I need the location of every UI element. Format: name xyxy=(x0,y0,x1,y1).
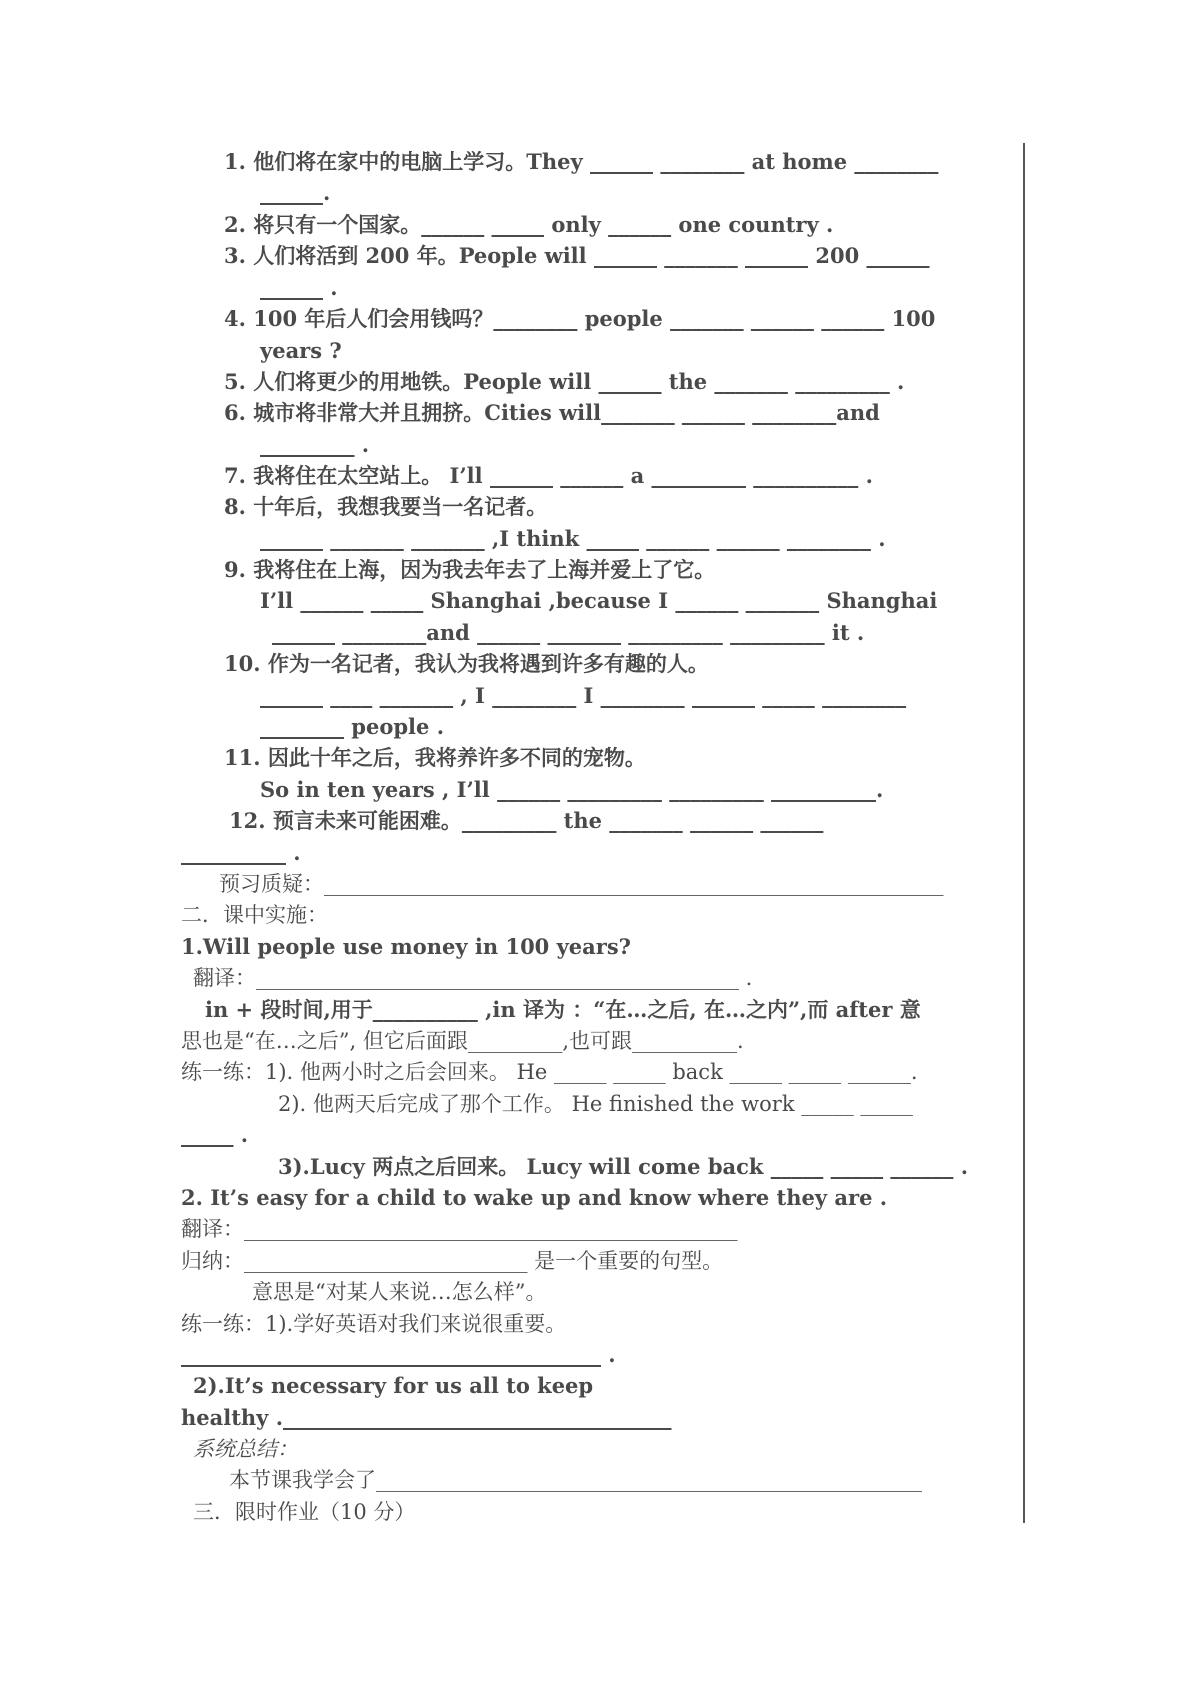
point-1-note: in + 段时间,用于__________ ,in 译为 ：“在…之后, 在…之内”,而 after 意 xyxy=(205,997,921,1022)
question-8-answer: ______ _______ _______ ,I think _____ ______ ______ ________ . xyxy=(260,526,886,551)
point-2-exercise-2-cont: healthy ._____________________________________ xyxy=(181,1405,672,1430)
question-9-answer: I’ll ______ _____ Shanghai ,because I ______ _______ Shanghai xyxy=(260,588,938,613)
question-12-cont: __________ . xyxy=(181,840,301,865)
point-1-translation: 翻译：______________________________________________ . xyxy=(193,966,753,990)
question-2: 2. 将只有一个国家。______ _____ only ______ one country . xyxy=(224,212,834,237)
system-summary-title: 系统总结： xyxy=(193,1437,298,1461)
question-4-cont: years ? xyxy=(260,338,342,363)
section-3-heading: 三．限时作业（10 分） xyxy=(193,1500,416,1524)
point-1-exercise-2-cont: _____ . xyxy=(181,1122,249,1147)
right-margin-rule xyxy=(1023,143,1025,1523)
question-6-cont: _________ . xyxy=(260,432,370,457)
point-1-exercise-2: 2). 他两天后完成了那个工作。 He finished the work _____ _____ xyxy=(278,1092,913,1116)
point-2-exercise-1: 练一练：1).学好英语对我们来说很重要。 xyxy=(181,1312,567,1336)
question-12: 12. 预言未来可能困难。_________ the _______ ______ ______ xyxy=(229,808,824,833)
question-9: 9. 我将住在上海，因为我去年去了上海并爱上了它。 xyxy=(224,557,716,582)
question-3: 3. 人们将活到 200 年。People will ______ _______ ______ 200 ______ xyxy=(224,243,930,268)
point-1-exercise-1: 练一练：1). 他两小时之后会回来。 He _____ _____ back _____ _____ ______. xyxy=(181,1060,918,1084)
question-10: 10. 作为一名记者，我认为我将遇到许多有趣的人。 xyxy=(224,651,709,676)
question-3-cont: ______ . xyxy=(260,275,338,300)
point-2-sentence: 2. It’s easy for a child to wake up and know where they are . xyxy=(181,1185,888,1210)
point-2-translation: 翻译：_______________________________________________ xyxy=(181,1217,738,1241)
question-1-cont: ______. xyxy=(260,180,331,205)
point-1-exercise-3: 3).Lucy 两点之后回来。 Lucy will come back _____ _____ ______ . xyxy=(278,1154,969,1179)
point-2-exercise-2: 2).It’s necessary for us all to keep xyxy=(193,1373,594,1398)
question-10-answer: ______ ____ _______ , I ________ I ________ ______ _____ ________ xyxy=(260,683,907,708)
question-5: 5. 人们将更少的用地铁。People will ______ the _______ _________ . xyxy=(224,369,905,394)
system-summary-line: 本节课我学会了____________________________________________________ xyxy=(229,1468,922,1492)
point-1-sentence: 1.Will people use money in 100 years? xyxy=(181,934,631,959)
question-6: 6. 城市将非常大并且拥挤。Cities will_______ ______ ________and xyxy=(224,400,880,425)
question-10-answer-cont: ________ people . xyxy=(260,714,445,739)
point-2-meaning: 意思是“对某人来说…怎么样”。 xyxy=(252,1280,547,1304)
point-1-note-cont: 思也是“在…之后”, 但它后面跟_________,也可跟__________. xyxy=(181,1029,744,1053)
question-11: 11. 因此十年之后，我将养许多不同的宠物。 xyxy=(224,745,646,770)
question-9-answer-cont: ______ ________and ______ _______ _________ _________ it . xyxy=(272,620,865,645)
point-2-exercise-1-blank: ________________________________________ . xyxy=(181,1342,616,1367)
question-1: 1. 他们将在家中的电脑上学习。They ______ ________ at home ________ xyxy=(224,149,939,174)
question-11-answer: So in ten years , I’ll ______ _________ _________ __________. xyxy=(260,777,884,802)
question-7: 7. 我将住在太空站上。 I’ll ______ ______ a _________ __________ . xyxy=(224,463,873,488)
point-2-summary: 归纳：___________________________ 是一个重要的句型。 xyxy=(181,1249,724,1273)
preview-questions: 预习质疑：___________________________________________________________ xyxy=(219,872,944,896)
question-4: 4. 100 年后人们会用钱吗？________ people _______ ______ ______ 100 xyxy=(224,306,936,331)
question-8: 8. 十年后，我想我要当一名记者。 xyxy=(224,494,548,519)
section-2-heading: 二．课中实施： xyxy=(181,903,328,927)
